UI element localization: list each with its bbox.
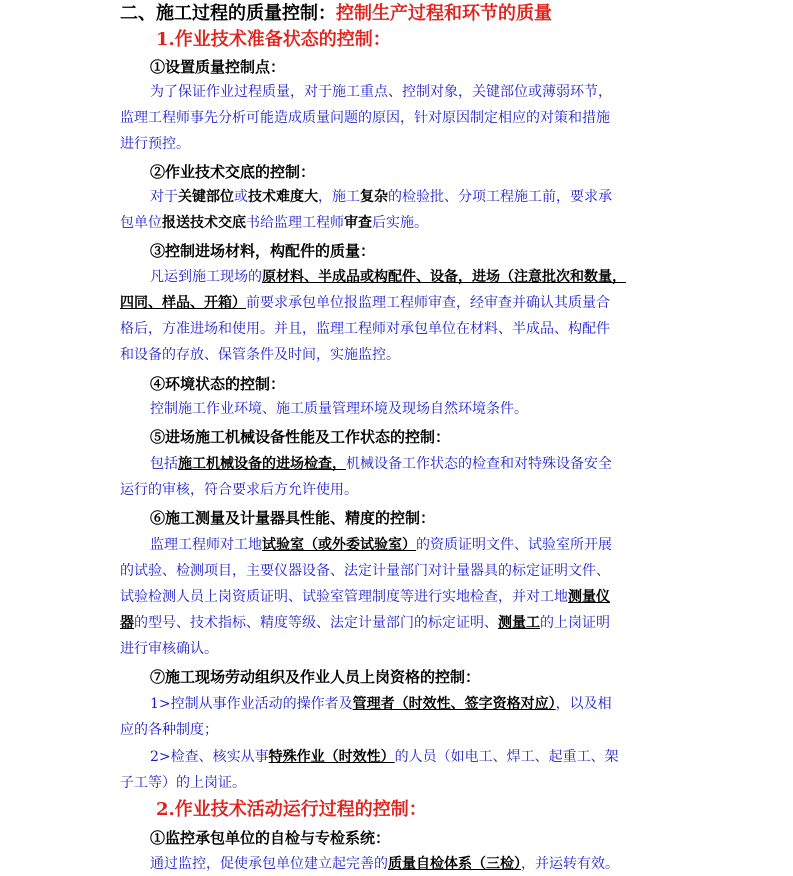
item-6-heading: ⑥施工测量及计量器具性能、精度的控制： — [150, 509, 436, 527]
item-6-line-1: 监理工程师对工地试验室（或外委试验室）的资质证明文件、试验室所开展 — [150, 537, 612, 553]
item-7-line-3: 2>检查、核实从事特殊作业（时效性）的人员（如电工、焊工、起重工、架 — [150, 749, 619, 765]
item-7-line-4: 子工等）的上岗证。 — [120, 775, 246, 791]
item-6-line-3: 试验检测人员上岗资质证明、试验室管理制度等进行实地检查，并对工地测量仪 — [120, 589, 610, 605]
section-title — [120, 2, 552, 26]
item-2-line-2: 包单位报送技术交底书给监理工程师审查后实施。 — [120, 215, 428, 231]
item-7-line-2: 应的各种制度； — [120, 722, 218, 738]
item-3-line-2: 四同、样品、开箱）前要求承包单位报监理工程师审查，经审查并确认其质量合 — [120, 295, 610, 311]
item-1-line-3: 进行预控。 — [120, 136, 190, 152]
item-1-line-2: 监理工程师事先分析可能造成质量问题的原因，针对原因制定相应的对策和措施 — [120, 110, 610, 126]
item-3-line-4: 和设备的存放、保管条件及时间，实施监控。 — [120, 347, 400, 363]
subsection-title-2: 2.作业技术活动运行过程的控制： — [156, 799, 427, 820]
item-1-heading: ①设置质量控制点： — [150, 58, 286, 76]
item-3-heading: ③控制进场材料，构配件的质量： — [150, 242, 376, 260]
section-title-highlight: 控制生产过程和环节的质量 — [336, 3, 552, 24]
item-6-line-2: 的试验、检测项目，主要仪器设备、法定计量部门对计量器具的标定证明文件、 — [120, 563, 610, 579]
item-2-1-heading: ①监控承包单位的自检与专检系统： — [150, 829, 391, 847]
item-6-line-4: 器的型号、技术指标、精度等级、法定计量部门的标定证明、测量工的上岗证明 — [120, 615, 610, 631]
item-7-heading: ⑦施工现场劳动组织及作业人员上岗资格的控制： — [150, 668, 481, 686]
item-4-heading: ④环境状态的控制： — [150, 375, 286, 393]
subsection-title-1: 1.作业技术准备状态的控制： — [156, 29, 391, 50]
item-2-1-line-1: 通过监控，促使承包单位建立起完善的质量自检体系（三检），并运转有效。 — [150, 856, 619, 872]
item-5-line-2: 运行的审核，符合要求后方允许使用。 — [120, 482, 358, 498]
item-1-line-1: 为了保证作业过程质量，对于施工重点、控制对象，关键部位或薄弱环节， — [150, 84, 612, 100]
item-3-line-1: 凡运到施工现场的原材料、半成品或构配件、设备，进场（注意批次和数量， — [150, 269, 626, 285]
item-2-line-1: 对于关键部位或技术难度大，施工复杂的检验批、分项工程施工前，要求承 — [150, 189, 612, 205]
section-title-prefix: 二、施工过程的质量控制： — [120, 3, 336, 24]
item-6-line-5: 进行审核确认。 — [120, 641, 218, 657]
item-3-line-3: 格后，方准进场和使用。并且，监理工程师对承包单位在材料、半成品、构配件 — [120, 321, 610, 337]
item-7-line-1: 1>控制从事作业活动的操作者及管理者（时效性、签字资格对应），以及相 — [150, 696, 612, 712]
item-4-line-1: 控制施工作业环境、施工质量管理环境及现场自然环境条件。 — [150, 401, 528, 417]
item-2-heading: ②作业技术交底的控制： — [150, 163, 316, 181]
item-5-heading: ⑤进场施工机械设备性能及工作状态的控制： — [150, 428, 451, 446]
item-5-line-1: 包括施工机械设备的进场检查，机械设备工作状态的检查和对特殊设备安全 — [150, 456, 612, 472]
